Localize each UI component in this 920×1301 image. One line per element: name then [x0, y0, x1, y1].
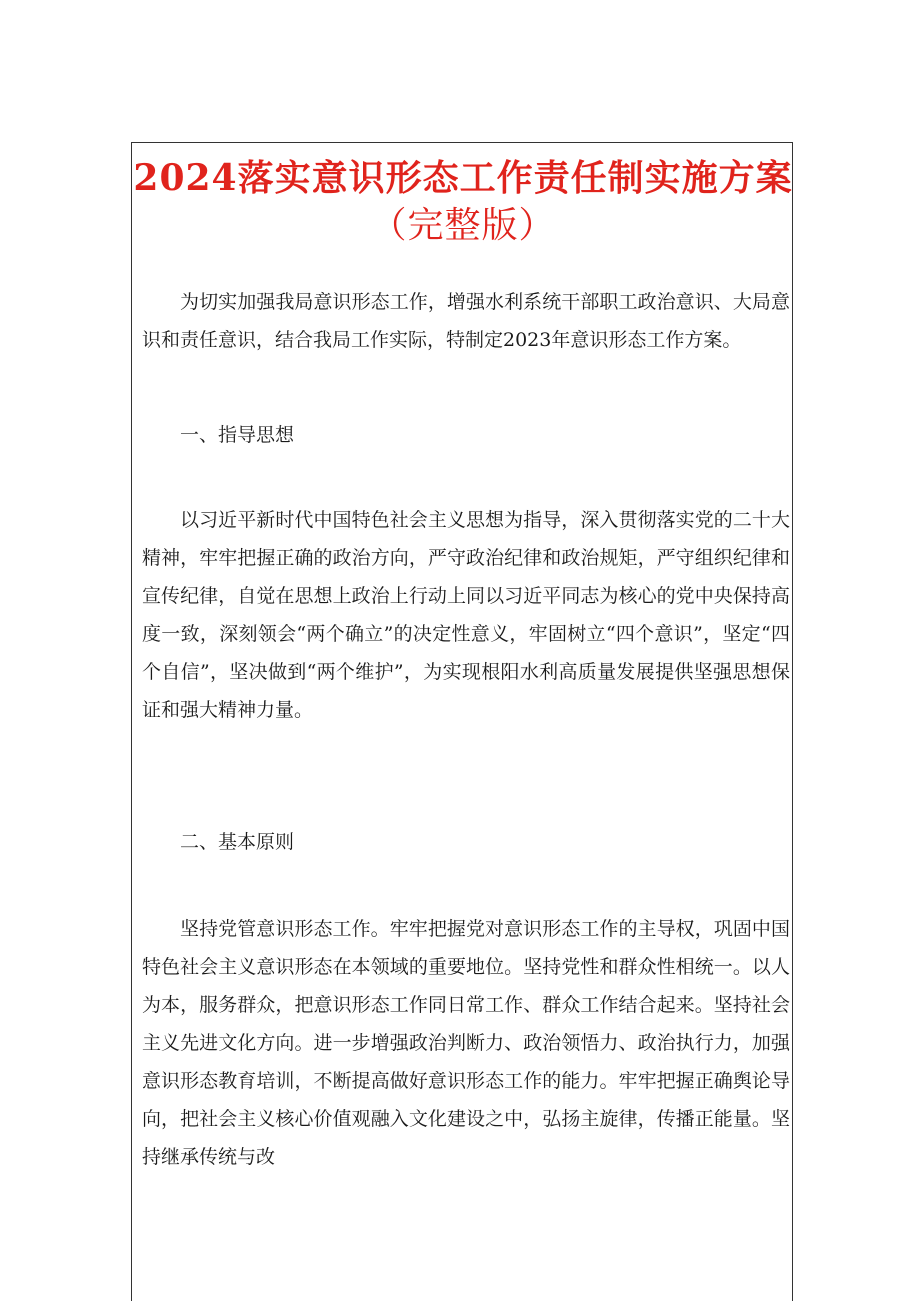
document-title-line2: （完整版）	[370, 205, 556, 246]
document-title-line1: 2024落实意识形态工作责任制实施方案	[133, 157, 793, 199]
section1-heading: 一、指导思想	[180, 424, 295, 446]
section1-paragraph: 以习近平新时代中国特色社会主义思想为指导，深入贯彻落实党的二十大精神，牢牢把握正确的政治方向，严守政治纪律和政治规矩，严守组织纪律和宣传纪律，自觉在思想上政治上行动上同以习近平同志为核心的党中央保持高度一致，深刻领会“两个确立”的决定性意义，牢固树立“四个意识”，坚定“四个自信”，坚决做到“两个维护”，为实现根阳水利高质量发展提供坚强思想保证和强大精神力量。	[142, 509, 790, 721]
document-frame	[131, 142, 793, 1301]
intro-paragraph: 为切实加强我局意识形态工作，增强水利系统干部职工政治意识、大局意识和责任意识，结合我局工作实际，特制定2023年意识形态工作方案。	[142, 291, 790, 351]
section2-paragraph: 坚持党管意识形态工作。牢牢把握党对意识形态工作的主导权，巩固中国特色社会主义意识形态在本领域的重要地位。坚持党性和群众性相统一。以人为本，服务群众，把意识形态工作同日常工作、群众工作结合起来。坚持社会主义先进文化方向。进一步增强政治判断力、政治领悟力、政治执行力，加强意识形态教育培训，不断提高做好意识形态工作的能力。牢牢把握正确舆论导向，把社会主义核心价值观融入文化建设之中，弘扬主旋律，传播正能量。坚持继承传统与改	[142, 918, 790, 1168]
section2-heading: 二、基本原则	[180, 831, 295, 853]
